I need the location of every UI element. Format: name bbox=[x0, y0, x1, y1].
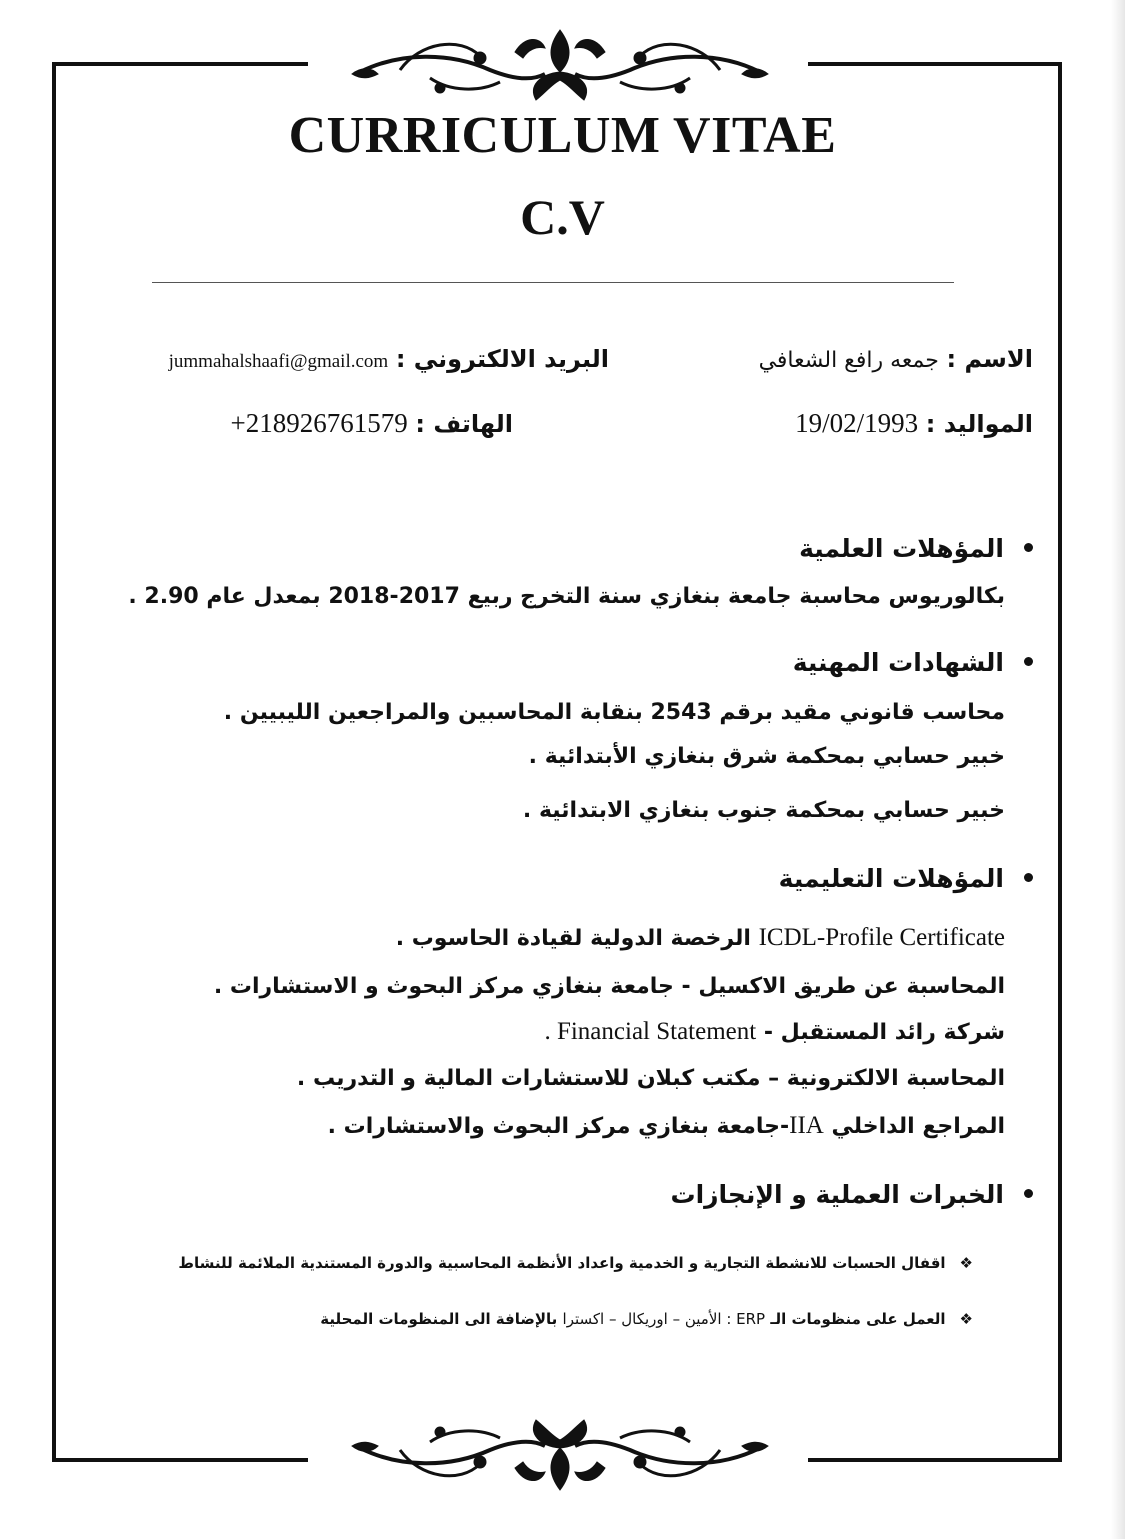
frame-border-right bbox=[1058, 62, 1062, 1462]
name-value: جمعه رافع الشعافي bbox=[758, 348, 939, 373]
educational-line-4: المحاسبة الالكترونية – مكتب كبلان للاستشارات المالية و التدريب . bbox=[296, 1066, 1005, 1091]
name-label: الاسم : bbox=[946, 345, 1033, 373]
professional-heading-text: الشهادات المهنية bbox=[792, 648, 1004, 677]
diamond-bullet-icon: ❖ bbox=[959, 1254, 973, 1272]
experience-item-2-text-c: بالإضافة الى المنظومات المحلية bbox=[320, 1310, 558, 1328]
icdl-certificate-text: ICDL-Profile Certificate bbox=[758, 924, 1005, 951]
cv-subtitle: C.V bbox=[520, 189, 605, 245]
experience-item-2-text-a: العمل على منظومات الـ bbox=[770, 1310, 946, 1328]
educational-line-1 bbox=[396, 924, 1005, 952]
professional-line-2: خبير حسابي بمحكمة شرق بنغازي الأبتدائية . bbox=[528, 744, 1005, 769]
educational-heading-text: المؤهلات التعليمية bbox=[778, 864, 1004, 893]
iia-text: IIA bbox=[789, 1112, 824, 1139]
bullet-dot bbox=[1024, 873, 1033, 882]
cv-title: CURRICULUM VITAE bbox=[288, 107, 837, 164]
academic-heading bbox=[799, 534, 1033, 563]
experience-item-2-erp: ERP : الأمين – اوريكال – اكسترا bbox=[562, 1310, 766, 1328]
frame-border-left bbox=[52, 62, 56, 1462]
top-flourish-ornament bbox=[340, 22, 780, 112]
educational-heading bbox=[779, 864, 1033, 893]
title-divider bbox=[152, 282, 954, 283]
educational-line-5 bbox=[328, 1112, 1005, 1140]
bullet-dot bbox=[1024, 543, 1033, 552]
email-label: البريد الالكتروني : bbox=[395, 345, 609, 373]
phone-label: الهاتف : bbox=[415, 410, 513, 438]
bullet-dot bbox=[1024, 1189, 1033, 1198]
birth-value: 19/02/1993 bbox=[795, 408, 919, 438]
educational-line-2: المحاسبة عن طريق الاكسيل - جامعة بنغازي مركز البحوث و الاستشارات . bbox=[213, 974, 1005, 999]
diamond-bullet-icon: ❖ bbox=[959, 1310, 973, 1328]
frame-border-bottom-left bbox=[52, 1458, 308, 1462]
academic-heading-text: المؤهلات العلمية bbox=[799, 534, 1004, 563]
professional-line-1: محاسب قانوني مقيد برقم 2543 بنقابة المحاسبين والمراجعين الليبيين . bbox=[223, 700, 1005, 725]
name-row bbox=[759, 345, 1033, 373]
iia-provider-text: -جامعة بنغازي مركز البحوث والاستشارات . bbox=[327, 1114, 790, 1139]
frame-border-top-right bbox=[808, 62, 1062, 66]
frame-border-top-left bbox=[52, 62, 308, 66]
educational-line-3 bbox=[544, 1018, 1005, 1046]
experience-heading bbox=[670, 1180, 1033, 1209]
internal-auditor-text: المراجع الداخلي bbox=[831, 1114, 1005, 1139]
bottom-flourish-ornament bbox=[340, 1408, 780, 1498]
phone-row bbox=[230, 408, 513, 439]
icdl-arabic-text: الرخصة الدولية لقيادة الحاسوب . bbox=[395, 926, 751, 951]
company-name-text: شركة رائد المستقبل - bbox=[763, 1020, 1005, 1045]
academic-line-1: بكالوريوس محاسبة جامعة بنغازي سنة التخرج ربيع 2017-2018 بمعدل عام 2.90 . bbox=[128, 584, 1005, 609]
email-value: jummahalshaafi@gmail.com bbox=[168, 351, 389, 372]
phone-value: +218926761579 bbox=[230, 408, 408, 438]
professional-line-3: خبير حسابي بمحكمة جنوب بنغازي الابتدائية . bbox=[522, 798, 1005, 823]
bullet-dot bbox=[1024, 657, 1033, 666]
frame-border-bottom-right bbox=[808, 1458, 1062, 1462]
experience-heading-text: الخبرات العملية و الإنجازات bbox=[670, 1180, 1004, 1209]
experience-item-1-text: اقفال الحسبات للانشطة التجارية و الخدمية واعداد الأنظمة المحاسبية والدورة المستندية الملائمة للنشاط bbox=[178, 1254, 946, 1272]
experience-item-2 bbox=[320, 1310, 973, 1328]
experience-item-1 bbox=[178, 1254, 973, 1272]
email-row bbox=[169, 345, 609, 373]
financial-statement-text: Financial Statement . bbox=[544, 1018, 757, 1045]
birth-label: المواليد : bbox=[925, 410, 1033, 438]
professional-heading bbox=[793, 648, 1033, 677]
birth-row bbox=[795, 408, 1033, 439]
